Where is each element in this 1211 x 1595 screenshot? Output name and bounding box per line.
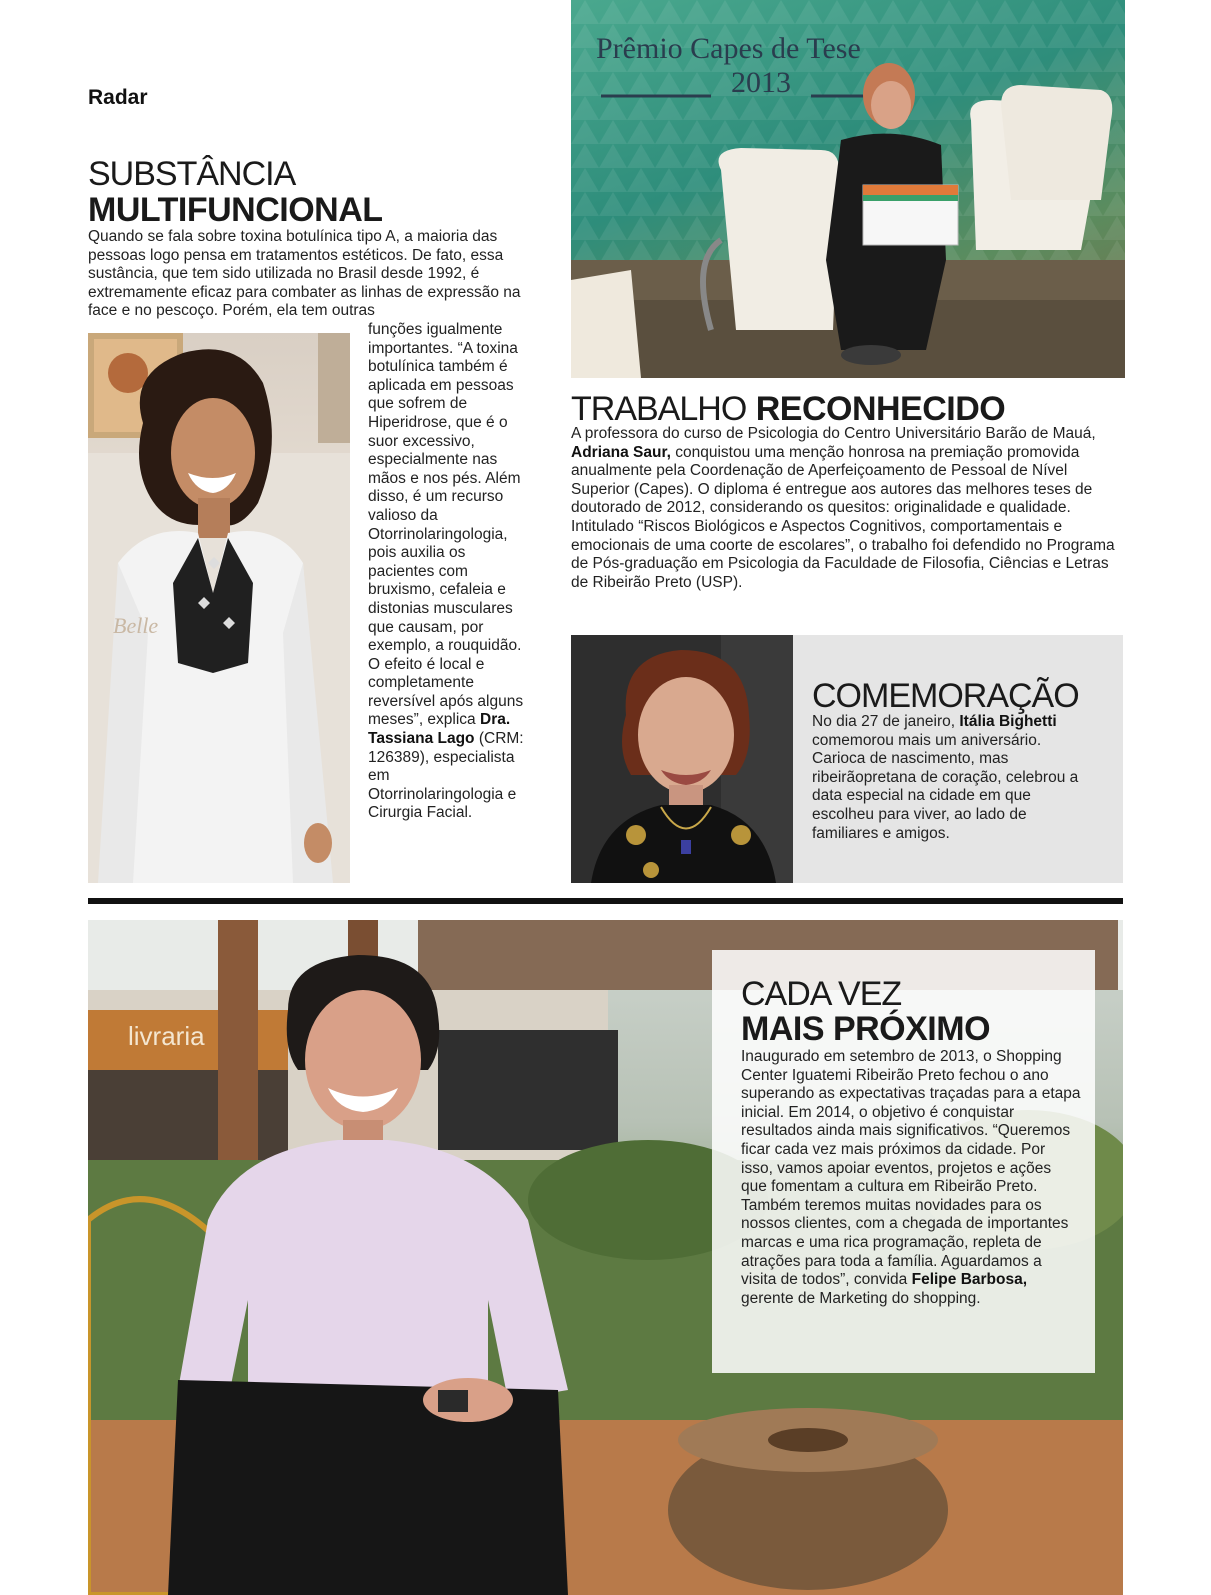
article1-headline-bold: MULTIFUNCIONAL xyxy=(88,191,383,229)
article4-headline-bold: MAIS PRÓXIMO xyxy=(741,1010,991,1048)
article4-text-before: Inaugurado em setembro de 2013, o Shopping Center Iguatemi Ribeirão Preto fechou o ano superando as expectativas traçadas para a etapa inicial. Em 2014, o objetivo é conquistar resultados ainda mais significativos. “Queremos ficar cada vez mais próximos da cidade. Por isso, vamos apoiar eventos, projetos e ações que fomentam a cultura em Ribeirão Preto. Também teremos muitas novidades para os nossos clientes, com a chegada de importantes marcas e uma rica programação, repleta de atrações para toda a família. Aguardamos a visita de todos”, convida xyxy=(741,1048,1081,1289)
article4-text-after: gerente de Marketing do shopping. xyxy=(741,1289,981,1307)
section-divider xyxy=(88,898,1123,904)
celebration-photo xyxy=(571,635,793,883)
article3-text-before: No dia 27 de janeiro, xyxy=(812,713,956,730)
article2-person-name: Adriana Saur, xyxy=(571,443,671,461)
doctor-credentials: (CRM: 126389), especialista em Otorrinolaringologia e Cirurgia Facial. xyxy=(368,730,524,822)
doctor-name: Dra. Tassiana Lago xyxy=(368,711,511,748)
article2-text-before: A professora do curso de Psicologia do Centro Universitário Barão de Mauá, xyxy=(571,425,1096,442)
award-photo xyxy=(571,0,1125,378)
article2-headline-light: TRABALHO xyxy=(571,390,747,428)
article1-headline-light: SUBSTÂNCIA xyxy=(88,155,296,193)
article2-headline xyxy=(571,389,1005,429)
celebration-illustration xyxy=(571,635,793,883)
article2-headline-bold: RECONHECIDO xyxy=(755,390,1006,428)
article4-body xyxy=(741,1048,1081,1308)
article2-text-after: conquistou uma menção honrosa na premiação promovida anualmente pela Coordenação de Aperfeiçoamento de Pessoal de Nível Superior (Capes). O diploma é entregue aos autores das melhores teses de doutorado de 2012, considerando os quesitos: originalidade e qualidade. Intitulado “Riscos Biológicos e Aspectos Cognitivos, comportamentais e emocionais de uma coorte de escolares”, o trabalho foi defendido no Programa de Pós-graduação em Psicologia da Faculdade de Filosofia, Ciências e Letras de Ribeirão Preto (USP). xyxy=(571,443,1115,591)
store-sign: livraria xyxy=(128,1021,205,1051)
article4-headline-light: CADA VEZ xyxy=(741,975,902,1013)
article3-headline: COMEMORAÇÃO xyxy=(812,677,1079,715)
article1-column-text: funções igualmente importantes. “A toxina botulínica também é aplicada em pessoas que sofrem de Hiperidrose, que é o suor excessivo, especialmente nas mãos e nos pés. Além disso, é um recurso valioso da Otorrinolaringologia, pois auxilia os pacientes com bruxismo, cefaleia e distonias musculares que causam, por exemplo, a rouquidão. O efeito é local e completamente reversível após alguns meses”, explica xyxy=(368,321,524,729)
doctor-photo xyxy=(88,333,350,883)
article2-body xyxy=(571,425,1116,592)
article1-column xyxy=(368,321,528,823)
article3-text-after: comemorou mais um aniversário. Carioca de nascimento, mas ribeirãopretana de coração, celebrou a data especial na cidade em que escolheu para viver, ao lado de familiares e amigos. xyxy=(812,731,1079,842)
award-banner-title: Prêmio Capes de Tese xyxy=(596,32,861,65)
section-label: Radar xyxy=(88,86,148,109)
award-banner-year: 2013 xyxy=(731,66,791,99)
doctor-illustration xyxy=(88,333,350,883)
article1-intro: Quando se fala sobre toxina botulínica tipo A, a maioria das pessoas logo pensa em tratamentos estéticos. De fato, essa sustância, que tem sido utilizada no Brasil desde 1992, é extremamente eficaz para combater as linhas de expressão na face e no pescoço. Porém, ela tem outras xyxy=(88,228,521,320)
article4-person-name: Felipe Barbosa, xyxy=(911,1271,1028,1289)
coat-embroidery: Belle xyxy=(113,613,159,638)
article3-person-name: Itália Bighetti xyxy=(959,713,1057,730)
award-illustration xyxy=(571,0,1125,378)
article3-body xyxy=(812,713,1092,843)
